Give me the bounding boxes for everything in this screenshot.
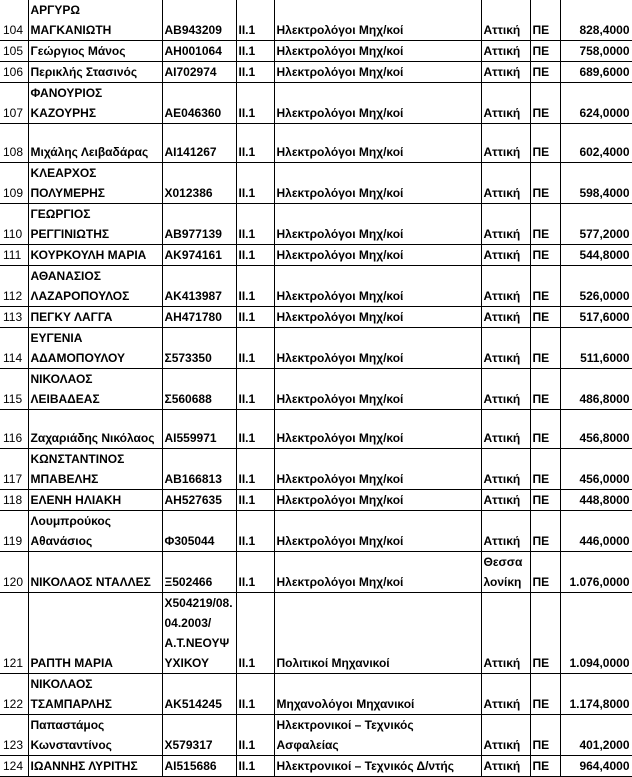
category-cell[interactable]: ΙΙ.1 bbox=[236, 715, 274, 756]
score-cell[interactable]: 758,0000 bbox=[560, 41, 632, 62]
specialty-cell[interactable]: Ηλεκτρολόγοι Μηχ/κοί bbox=[274, 511, 481, 552]
row-number-cell[interactable]: 104 bbox=[0, 0, 28, 41]
score-cell[interactable]: 511,6000 bbox=[560, 328, 632, 369]
level-cell[interactable]: ΠΕ bbox=[530, 245, 560, 266]
row-number-cell[interactable]: 112 bbox=[0, 266, 28, 307]
row-number-cell[interactable]: 106 bbox=[0, 62, 28, 83]
score-cell[interactable]: 446,0000 bbox=[560, 511, 632, 552]
region-cell[interactable]: Αττική bbox=[481, 369, 530, 410]
category-cell[interactable]: ΙΙ.1 bbox=[236, 410, 274, 449]
region-cell[interactable]: Αττική bbox=[481, 124, 530, 163]
row-number-cell[interactable]: 107 bbox=[0, 83, 28, 124]
level-cell[interactable]: ΠΕ bbox=[530, 552, 560, 593]
row-number-cell[interactable]: 105 bbox=[0, 41, 28, 62]
level-cell[interactable]: ΠΕ bbox=[530, 0, 560, 41]
region-cell[interactable]: Αττική bbox=[481, 204, 530, 245]
table-row bbox=[0, 449, 632, 490]
region-cell[interactable]: Αττική bbox=[481, 266, 530, 307]
name-cell[interactable]: ΙΩΑΝΝΗΣ ΛΥΡΙΤΗΣ bbox=[28, 756, 162, 777]
level-cell[interactable]: ΠΕ bbox=[530, 163, 560, 204]
name-cell[interactable]: ΓΕΩΡΓΙΟΣ ΡΕΓΓΙΝΙΩΤΗΣ bbox=[28, 204, 162, 245]
name-cell[interactable]: Παπαστάμος Κωνσταντίνος bbox=[28, 715, 162, 756]
region-cell[interactable]: Αττική bbox=[481, 245, 530, 266]
level-cell[interactable]: ΠΕ bbox=[530, 83, 560, 124]
level-cell[interactable]: ΠΕ bbox=[530, 756, 560, 777]
category-cell[interactable]: ΙΙ.1 bbox=[236, 490, 274, 511]
id-cell[interactable]: Φ305044 bbox=[162, 511, 236, 552]
table-row bbox=[0, 593, 632, 674]
region-cell[interactable]: Αττική bbox=[481, 307, 530, 328]
name-cell[interactable]: ΠΕΓΚΥ ΛΑΓΓΑ bbox=[28, 307, 162, 328]
row-number-cell[interactable]: 115 bbox=[0, 369, 28, 410]
region-cell[interactable]: Αττική bbox=[481, 41, 530, 62]
row-number-cell[interactable]: 111 bbox=[0, 245, 28, 266]
name-cell[interactable]: Λουμπρούκος Αθανάσιος bbox=[28, 511, 162, 552]
row-number-cell[interactable]: 124 bbox=[0, 756, 28, 777]
table-row bbox=[0, 307, 632, 328]
id-cell[interactable]: ΑΚ974161 bbox=[162, 245, 236, 266]
specialty-cell[interactable]: Ηλεκτρολόγοι Μηχ/κοί bbox=[274, 328, 481, 369]
table-row bbox=[0, 62, 632, 83]
category-cell[interactable]: ΙΙ.1 bbox=[236, 0, 274, 41]
specialty-cell[interactable]: Ηλεκτρολόγοι Μηχ/κοί bbox=[274, 83, 481, 124]
row-number-cell[interactable]: 110 bbox=[0, 204, 28, 245]
level-cell[interactable]: ΠΕ bbox=[530, 490, 560, 511]
category-cell[interactable]: ΙΙ.1 bbox=[236, 307, 274, 328]
region-cell[interactable]: Αττική bbox=[481, 449, 530, 490]
name-cell[interactable]: Περικλής Στασινός bbox=[28, 62, 162, 83]
score-cell[interactable]: 964,4000 bbox=[560, 756, 632, 777]
region-cell[interactable]: Αττική bbox=[481, 715, 530, 756]
name-cell[interactable]: ΦΑΝΟΥΡΙΟΣ ΚΑΖΟΥΡΗΣ bbox=[28, 83, 162, 124]
category-cell[interactable]: ΙΙ.1 bbox=[236, 124, 274, 163]
id-cell[interactable]: Χ579317 bbox=[162, 715, 236, 756]
id-cell[interactable]: Σ573350 bbox=[162, 328, 236, 369]
category-cell[interactable]: ΙΙ.1 bbox=[236, 41, 274, 62]
specialty-cell[interactable]: Ηλεκτρολόγοι Μηχ/κοί bbox=[274, 204, 481, 245]
region-cell[interactable]: Αττική bbox=[481, 674, 530, 715]
level-cell[interactable]: ΠΕ bbox=[530, 511, 560, 552]
level-cell[interactable]: ΠΕ bbox=[530, 41, 560, 62]
specialty-cell[interactable]: Ηλεκτρολόγοι Μηχ/κοί bbox=[274, 41, 481, 62]
table-row bbox=[0, 245, 632, 266]
row-number-cell[interactable]: 117 bbox=[0, 449, 28, 490]
row-number-cell[interactable]: 120 bbox=[0, 552, 28, 593]
table-row bbox=[0, 163, 632, 204]
category-cell[interactable]: ΙΙ.1 bbox=[236, 369, 274, 410]
id-cell[interactable]: ΑΙ515686 bbox=[162, 756, 236, 777]
table-row bbox=[0, 410, 632, 449]
specialty-cell[interactable]: Ηλεκτρολόγοι Μηχ/κοί bbox=[274, 410, 481, 449]
specialty-cell[interactable]: Μηχανολόγοι Μηχανικοί bbox=[274, 674, 481, 715]
score-cell[interactable]: 401,2000 bbox=[560, 715, 632, 756]
name-cell[interactable]: Γεώργιος Μάνος bbox=[28, 41, 162, 62]
table-row bbox=[0, 266, 632, 307]
level-cell[interactable]: ΠΕ bbox=[530, 715, 560, 756]
id-cell[interactable]: ΑΚ514245 bbox=[162, 674, 236, 715]
name-cell[interactable]: ΕΥΓΕΝΙΑ ΑΔΑΜΟΠΟΥΛΟΥ bbox=[28, 328, 162, 369]
category-cell[interactable]: ΙΙ.1 bbox=[236, 245, 274, 266]
region-cell[interactable]: Θεσσαλονίκη bbox=[481, 552, 530, 593]
table-row bbox=[0, 490, 632, 511]
row-number-cell[interactable]: 108 bbox=[0, 124, 28, 163]
level-cell[interactable]: ΠΕ bbox=[530, 410, 560, 449]
table-row bbox=[0, 756, 632, 777]
region-cell[interactable]: Αττική bbox=[481, 593, 530, 674]
score-cell[interactable]: 577,2000 bbox=[560, 204, 632, 245]
category-cell[interactable]: ΙΙ.1 bbox=[236, 163, 274, 204]
category-cell[interactable]: ΙΙ.1 bbox=[236, 511, 274, 552]
id-cell[interactable]: ΑΙ702974 bbox=[162, 62, 236, 83]
category-cell[interactable]: ΙΙ.1 bbox=[236, 552, 274, 593]
level-cell[interactable]: ΠΕ bbox=[530, 266, 560, 307]
id-cell[interactable]: Χ504219/08.04.2003/Α.Τ.ΝΕΟΥΨΥΧΙΚΟΥ bbox=[162, 593, 236, 674]
table-row bbox=[0, 124, 632, 163]
specialty-cell[interactable]: Ηλεκτρονικοί – Τεχνικός Δ/ντής bbox=[274, 756, 481, 777]
score-cell[interactable]: 526,0000 bbox=[560, 266, 632, 307]
table-row bbox=[0, 674, 632, 715]
region-cell[interactable]: Αττική bbox=[481, 163, 530, 204]
region-cell[interactable]: Αττική bbox=[481, 756, 530, 777]
name-cell[interactable]: ΚΩΝΣΤΑΝΤΙΝΟΣ ΜΠΑΒΕΛΗΣ bbox=[28, 449, 162, 490]
id-cell[interactable]: ΑΒ977139 bbox=[162, 204, 236, 245]
id-cell[interactable]: ΑΗ001064 bbox=[162, 41, 236, 62]
level-cell[interactable]: ΠΕ bbox=[530, 593, 560, 674]
specialty-cell[interactable]: Ηλεκτρολόγοι Μηχ/κοί bbox=[274, 449, 481, 490]
table-row bbox=[0, 552, 632, 593]
category-cell[interactable]: ΙΙ.1 bbox=[236, 62, 274, 83]
name-cell[interactable]: ΑΘΑΝΑΣΙΟΣ ΛΑΖΑΡΟΠΟΥΛΟΣ bbox=[28, 266, 162, 307]
score-cell[interactable]: 456,0000 bbox=[560, 449, 632, 490]
category-cell[interactable]: ΙΙ.1 bbox=[236, 449, 274, 490]
level-cell[interactable]: ΠΕ bbox=[530, 307, 560, 328]
level-cell[interactable]: ΠΕ bbox=[530, 62, 560, 83]
category-cell[interactable]: ΙΙ.1 bbox=[236, 328, 274, 369]
id-cell[interactable]: ΑΙ141267 bbox=[162, 124, 236, 163]
score-cell[interactable]: 624,0000 bbox=[560, 83, 632, 124]
region-cell[interactable]: Αττική bbox=[481, 511, 530, 552]
region-cell[interactable]: Αττική bbox=[481, 490, 530, 511]
specialty-cell[interactable]: Ηλεκτρολόγοι Μηχ/κοί bbox=[274, 0, 481, 41]
row-number-cell[interactable]: 114 bbox=[0, 328, 28, 369]
id-cell[interactable]: Ξ502466 bbox=[162, 552, 236, 593]
id-cell[interactable]: ΑΒ943209 bbox=[162, 0, 236, 41]
name-cell[interactable]: ΝΙΚΟΛΑΟΣ ΛΕΙΒΑΔΕΑΣ bbox=[28, 369, 162, 410]
category-cell[interactable]: ΙΙ.1 bbox=[236, 674, 274, 715]
score-cell[interactable]: 602,4000 bbox=[560, 124, 632, 163]
table-row bbox=[0, 41, 632, 62]
name-cell[interactable]: ΚΛΕΑΡΧΟΣ ΠΟΛΥΜΕΡΗΣ bbox=[28, 163, 162, 204]
region-cell[interactable]: Αττική bbox=[481, 0, 530, 41]
table-row bbox=[0, 0, 632, 41]
category-cell[interactable]: ΙΙ.1 bbox=[236, 266, 274, 307]
row-number-cell[interactable]: 119 bbox=[0, 511, 28, 552]
specialty-cell[interactable]: Πολιτικοί Μηχανικοί bbox=[274, 593, 481, 674]
row-number-cell[interactable]: 122 bbox=[0, 674, 28, 715]
name-cell[interactable]: ΡΑΠΤΗ ΜΑΡΙΑ bbox=[28, 593, 162, 674]
score-cell[interactable]: 598,4000 bbox=[560, 163, 632, 204]
specialty-cell[interactable]: Ηλεκτρολόγοι Μηχ/κοί bbox=[274, 124, 481, 163]
id-cell[interactable]: Σ560688 bbox=[162, 369, 236, 410]
score-cell[interactable]: 828,4000 bbox=[560, 0, 632, 41]
row-number-cell[interactable]: 116 bbox=[0, 410, 28, 449]
score-cell[interactable]: 1.076,0000 bbox=[560, 552, 632, 593]
id-cell[interactable]: ΑΒ166813 bbox=[162, 449, 236, 490]
specialty-cell[interactable]: Ηλεκτρολόγοι Μηχ/κοί bbox=[274, 490, 481, 511]
score-cell[interactable]: 448,8000 bbox=[560, 490, 632, 511]
score-cell[interactable]: 1.174,8000 bbox=[560, 674, 632, 715]
level-cell[interactable]: ΠΕ bbox=[530, 369, 560, 410]
name-cell[interactable]: ΝΙΚΟΛΑΟΣ ΤΣΑΜΠΑΡΛΗΣ bbox=[28, 674, 162, 715]
score-cell[interactable]: 456,8000 bbox=[560, 410, 632, 449]
id-cell[interactable]: ΑΕ046360 bbox=[162, 83, 236, 124]
region-cell[interactable]: Αττική bbox=[481, 328, 530, 369]
specialty-cell[interactable]: Ηλεκτρολόγοι Μηχ/κοί bbox=[274, 245, 481, 266]
id-cell[interactable]: Χ012386 bbox=[162, 163, 236, 204]
score-cell[interactable]: 689,6000 bbox=[560, 62, 632, 83]
category-cell[interactable]: ΙΙ.1 bbox=[236, 204, 274, 245]
row-number-cell[interactable]: 121 bbox=[0, 593, 28, 674]
region-cell[interactable]: Αττική bbox=[481, 62, 530, 83]
table-row bbox=[0, 511, 632, 552]
level-cell[interactable]: ΠΕ bbox=[530, 674, 560, 715]
specialty-cell[interactable]: Ηλεκτρονικοί – Τεχνικός Ασφαλείας bbox=[274, 715, 481, 756]
name-cell[interactable]: ΚΟΥΡΚΟΥΛΗ ΜΑΡΙΑ bbox=[28, 245, 162, 266]
specialty-cell[interactable]: Ηλεκτρολόγοι Μηχ/κοί bbox=[274, 369, 481, 410]
row-number-cell[interactable]: 113 bbox=[0, 307, 28, 328]
level-cell[interactable]: ΠΕ bbox=[530, 204, 560, 245]
score-cell[interactable]: 517,6000 bbox=[560, 307, 632, 328]
level-cell[interactable]: ΠΕ bbox=[530, 328, 560, 369]
table-row bbox=[0, 204, 632, 245]
id-cell[interactable]: ΑΗ527635 bbox=[162, 490, 236, 511]
specialty-cell[interactable]: Ηλεκτρολόγοι Μηχ/κοί bbox=[274, 266, 481, 307]
score-cell[interactable]: 544,8000 bbox=[560, 245, 632, 266]
name-cell[interactable]: ΕΛΕΝΗ ΗΛΙΑΚΗ bbox=[28, 490, 162, 511]
level-cell[interactable]: ΠΕ bbox=[530, 124, 560, 163]
level-cell[interactable]: ΠΕ bbox=[530, 449, 560, 490]
category-cell[interactable]: ΙΙ.1 bbox=[236, 756, 274, 777]
row-number-cell[interactable]: 123 bbox=[0, 715, 28, 756]
table-row bbox=[0, 715, 632, 756]
id-cell[interactable]: ΑΚ413987 bbox=[162, 266, 236, 307]
name-cell[interactable]: Ζαχαριάδης Νικόλαος bbox=[28, 410, 162, 449]
row-number-cell[interactable]: 109 bbox=[0, 163, 28, 204]
score-cell[interactable]: 486,8000 bbox=[560, 369, 632, 410]
table-row bbox=[0, 328, 632, 369]
name-cell[interactable]: ΑΡΓΥΡΩ ΜΑΓΚΑΝΙΩΤΗ bbox=[28, 0, 162, 41]
id-cell[interactable]: ΑΙ559971 bbox=[162, 410, 236, 449]
score-cell[interactable]: 1.094,0000 bbox=[560, 593, 632, 674]
specialty-cell[interactable]: Ηλεκτρολόγοι Μηχ/κοί bbox=[274, 62, 481, 83]
table-row bbox=[0, 369, 632, 410]
specialty-cell[interactable]: Ηλεκτρολόγοι Μηχ/κοί bbox=[274, 307, 481, 328]
region-cell[interactable]: Αττική bbox=[481, 83, 530, 124]
region-cell[interactable]: Αττική bbox=[481, 410, 530, 449]
row-number-cell[interactable]: 118 bbox=[0, 490, 28, 511]
name-cell[interactable]: Μιχάλης Λειβαδάρας bbox=[28, 124, 162, 163]
category-cell[interactable]: ΙΙ.1 bbox=[236, 83, 274, 124]
specialty-cell[interactable]: Ηλεκτρολόγοι Μηχ/κοί bbox=[274, 552, 481, 593]
table-row bbox=[0, 83, 632, 124]
specialty-cell[interactable]: Ηλεκτρολόγοι Μηχ/κοί bbox=[274, 163, 481, 204]
name-cell[interactable]: ΝΙΚΟΛΑΟΣ ΝΤΑΛΛΕΣ bbox=[28, 552, 162, 593]
category-cell[interactable]: ΙΙ.1 bbox=[236, 593, 274, 674]
id-cell[interactable]: ΑΗ471780 bbox=[162, 307, 236, 328]
